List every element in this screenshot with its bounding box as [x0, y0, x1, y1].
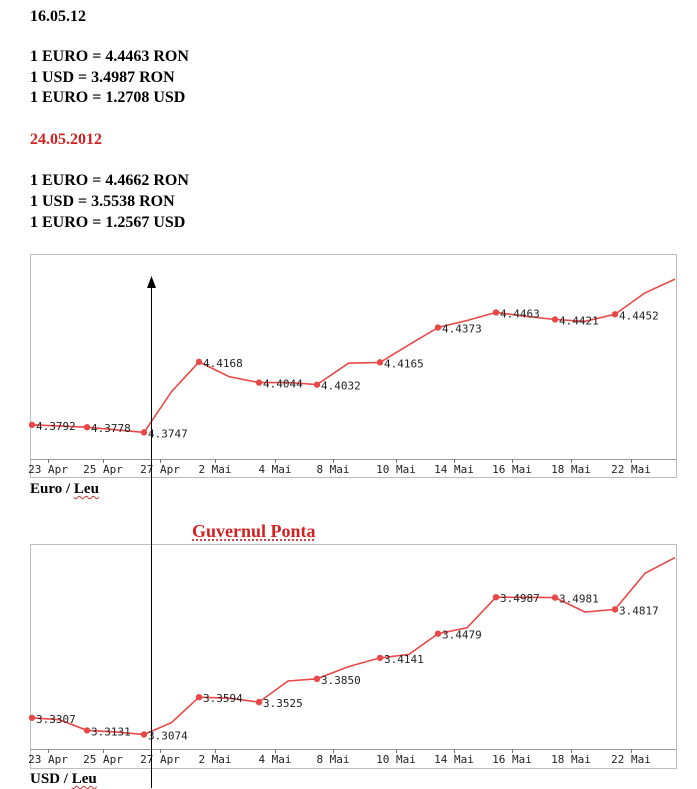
- data-point: [612, 606, 618, 612]
- data-point: [29, 422, 35, 428]
- data-point: [314, 381, 320, 387]
- x-tick-label: 4 Mai: [258, 463, 292, 476]
- data-label: 3.4479: [442, 628, 482, 642]
- data-label: 4.4421: [559, 314, 599, 328]
- data-label: 3.3074: [148, 729, 188, 743]
- chart-usd-title-suffix: Leu: [71, 771, 97, 787]
- data-point: [612, 311, 618, 317]
- data-point: [377, 359, 383, 365]
- chart-euro-title-prefix: Euro /: [30, 481, 74, 497]
- data-point: [435, 324, 441, 330]
- data-point: [141, 731, 147, 737]
- data-point: [377, 655, 383, 661]
- chart-usd-leu: [28, 545, 676, 769]
- data-point: [84, 424, 90, 430]
- x-tick-label: 23 Apr: [28, 753, 68, 766]
- data-point: [552, 594, 558, 600]
- data-label: 3.3594: [203, 692, 243, 706]
- chart-euro-leu: [28, 255, 676, 478]
- x-tick-label: 16 Mai: [492, 463, 532, 476]
- data-label: 3.4817: [619, 604, 659, 618]
- data-label: 4.4165: [384, 357, 424, 371]
- x-tick-label: 2 Mai: [198, 463, 232, 476]
- chart-usd-title-prefix: USD /: [30, 771, 72, 787]
- rate-euro-ron-2: 1 EURO = 4.4662 RON: [30, 172, 189, 189]
- rate-euro-usd-2: 1 EURO = 1.2567 USD: [30, 214, 186, 231]
- data-point: [84, 727, 90, 733]
- x-tick-label: 25 Apr: [83, 753, 123, 766]
- data-point: [256, 379, 262, 385]
- data-label: 4.4373: [442, 322, 482, 336]
- data-point: [196, 359, 202, 365]
- data-label: 4.4463: [500, 307, 540, 321]
- x-tick-label: 14 Mai: [434, 463, 474, 476]
- data-point: [493, 594, 499, 600]
- x-tick-label: 2 Mai: [198, 753, 232, 766]
- data-label: 4.4168: [203, 356, 243, 370]
- rate-euro-ron-1: 1 EURO = 4.4463 RON: [30, 48, 189, 65]
- x-tick-label: 18 Mai: [551, 753, 591, 766]
- chart-euro-title-suffix: Leu: [73, 481, 99, 497]
- data-label: 4.3747: [148, 427, 188, 441]
- x-tick-label: 14 Mai: [434, 753, 474, 766]
- data-point: [196, 694, 202, 700]
- chart-frame: [31, 255, 677, 478]
- data-point: [552, 316, 558, 322]
- data-label: 4.3792: [36, 419, 76, 433]
- data-point: [29, 715, 35, 721]
- data-label: 4.3778: [91, 422, 131, 436]
- data-label: 3.4141: [384, 652, 424, 666]
- x-tick-label: 25 Apr: [83, 463, 123, 476]
- x-tick-label: 18 Mai: [551, 463, 591, 476]
- data-label: 3.3131: [91, 725, 131, 739]
- date-1: 16.05.12: [30, 8, 86, 25]
- data-point: [141, 429, 147, 435]
- x-tick-label: 16 Mai: [492, 753, 532, 766]
- x-tick-label: 10 Mai: [376, 463, 416, 476]
- x-tick-label: 22 Mai: [611, 753, 651, 766]
- data-label: 3.3525: [263, 697, 303, 711]
- data-label: 3.4987: [500, 592, 540, 606]
- data-label: 4.4032: [321, 379, 361, 393]
- data-point: [493, 309, 499, 315]
- annotation-text: Guvernul Ponta: [192, 521, 316, 541]
- rate-euro-usd-1: 1 EURO = 1.2708 USD: [30, 89, 186, 106]
- data-point: [256, 699, 262, 705]
- x-tick-label: 10 Mai: [376, 753, 416, 766]
- data-point: [435, 630, 441, 636]
- x-tick-label: 27 Apr: [140, 753, 180, 766]
- data-label: 4.4452: [619, 309, 659, 323]
- x-tick-label: 23 Apr: [28, 463, 68, 476]
- data-point: [314, 676, 320, 682]
- data-label: 3.3307: [36, 712, 76, 726]
- data-label: 3.4981: [559, 592, 599, 606]
- data-label: 3.3850: [321, 673, 361, 687]
- x-tick-label: 27 Apr: [140, 463, 180, 476]
- rate-usd-ron-1: 1 USD = 3.4987 RON: [30, 69, 175, 86]
- data-label: 4.4044: [263, 377, 303, 391]
- x-tick-label: 8 Mai: [316, 753, 350, 766]
- rate-usd-ron-2: 1 USD = 3.5538 RON: [30, 193, 175, 210]
- x-tick-label: 4 Mai: [258, 753, 292, 766]
- x-tick-label: 8 Mai: [316, 463, 350, 476]
- date-2: 24.05.2012: [30, 131, 102, 148]
- x-tick-label: 22 Mai: [611, 463, 651, 476]
